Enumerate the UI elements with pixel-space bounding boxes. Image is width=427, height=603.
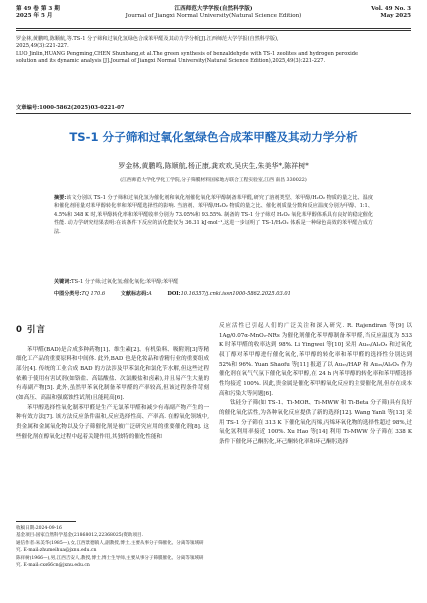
running-header — [16, 6, 411, 28]
doc-code-value: A — [148, 291, 152, 297]
footnote-author: 通信作者:朱美华(1985—),女,江西景德镇人,副教授,博士,主要从事分子筛催化、分离等领域研究. E-mail:zhumeihua@jxnu.edu.cn — [16, 540, 204, 554]
citation-line: 2025,49(3):221-227. — [16, 43, 69, 50]
section-heading: 0 引言 — [16, 325, 46, 335]
body-paragraph: 钛硅分子筛(如 TS-1、Ti-MOR、Ti-MWW 和 Ti-Beta 分子筛)具有良好的催化氧化活性,为各种氧化反应提供了新的选择[12]. Wang Yanli 等[13] 采用 TS-1 分子筛在 313 K 下催化氧化丙烯,丙烯环氧化物的选择性超过 98%,过氧化氢利用率接近 100%. Xu Hao 等[14] 利用 Ti-MWW 分子筛在 338 K 条件下催化环己酮肟化,环己酮转化率和环己酮肟选择 — [219, 400, 412, 445]
doi-value: 10.16357/j.cnki.issn1000-5862.2025.03.01 — [180, 291, 291, 297]
abstract-label: 摘要: — [54, 195, 67, 201]
article-number: 文章编号:1000-5862(2025)03-0221-07 — [16, 105, 125, 111]
header-date-cn: 2025 年 5 月 — [16, 13, 53, 19]
citation-line: 罗金林,黄鹏鸣,陈顺航,等.TS-1 分子筛和过氧化氢绿色合成苯甲醛及其动力学分析[J].江西师范大学学报(自然科学版), — [16, 36, 279, 42]
header-rule — [16, 28, 411, 29]
article-rule — [16, 113, 411, 114]
abstract-text: 该文分别以 TS-1 分子筛和过氧化氢为催化剂和氧化剂催化氧化苯甲醇制备苯甲醛,研究了溶剂类型、苯甲醇/H₂O₂ 物质的量之比、温度和催化剂用量对苯甲醇转化率和苯甲醛选择性的影响. 当溶剂、苯甲醇/H₂O₂ 物质的量之比、催化剂质量分数和反应温度分别为甲醇、1:1、4.5%和 348 K 时,苯甲醇转化率和苯甲醛收率分别为 73.05%和 93.55%. 制备的 TS-1 分子筛对 H₂O₂ 氧化苯甲醇体系具有良好的稳定催化性能. 动力学研究结果表明:在该条件下反应的活化能仅为 36.31 kJ·mol⁻¹,这进一步证明了 TS-1/H₂O₂ 体系是一种绿色高效的苯甲醛合成方法. — [54, 195, 374, 235]
citation-line: LUO Jinlin,HUANG Pengming,CHEN Shunhang,et al.The green synthesis of benzaldehyde with TS-1 zeolites and hydrogen peroxide — [16, 50, 359, 57]
body-paragraph: 反应活性已引起人们的广泛关注和深入研究. R. Rajendiran 等[9] 以 1Ag/0.07α-MnO₂-NRs 为催化剂催化苯甲醇制备苯甲醛,当反应温度为 533 K 时苯甲醛的收率达到 98%. Li Yingwei 等[10] 采用 Au₂₅/Al₂O₃ 和过氧化叔丁醇对苯甲醇进行催化氧化,苯甲醇的转化率和苯甲醛的选择性分别达到 52%和 96%. Yuan Shaofu 等[11] 报道了以 Au₂₅/HAP 和 Au₂₅/Al₂O₃ 作为催化剂在氧气气氛下催化氧化苯甲醇,在 24 h 内苯甲醇的转化率和苯甲醛选择性均接近 100%. 因此,贵金属是催化苯甲醇氧化反应的主要催化剂,但存在成本高和污染大等问题[6]. — [219, 323, 412, 397]
footnote-received: 收稿日期:2024-09-16 — [16, 526, 62, 531]
doc-code — [121, 291, 152, 297]
body-column-left — [16, 322, 209, 442]
abstract — [54, 194, 373, 236]
keywords-label: 关键词: — [54, 279, 72, 285]
doc-code-label: 文献标志码: — [120, 291, 149, 297]
affiliation: (江西师范大学化学化工学院,分子筛膜材料国家地方联合工程实验室,江西 南昌 330022) — [120, 178, 307, 183]
paper-title: TS-1 分子筛和过氧化氢绿色合成苯甲醛及其动力学分析 — [69, 130, 358, 144]
body-paragraph: 苯甲醇选择性氧化制苯甲醛是生产无氯苯甲醛和减少有毒副产物产生的一种有效方法[7]. 该方法反应条件温和,反应选择性高、产率高. 在醇氧化领域中,贵金属和金属氧化物以及分子筛催化剂是被广泛研究应用的重要催化剂[8]. 这些催化剂在醇氧化过程中起着关键作用,其独特的催化性能和 — [16, 404, 209, 440]
footnote-rule — [16, 521, 76, 522]
doi-label: DOI: — [167, 291, 181, 297]
doi — [167, 291, 290, 297]
journal-name-en: Journal of Jiangxi Normal University(Natural Science Edition) — [125, 13, 302, 19]
clc-label: 中图分类号: — [54, 291, 82, 297]
header-vol-en: Vol. 49 No. 3 — [371, 6, 411, 12]
author-list: 罗金林,黄鹏鸣,陈顺航,杨正康,龚欢欢,吴庆生,朱美华*,陈祥树* — [118, 162, 309, 170]
footnote-funding: 基金项目:国家自然科学基金(21868012,22368025)资助项目. — [16, 533, 144, 539]
clc-code — [54, 291, 105, 297]
keywords-text: TS-1 分子筛;过氧化氢;催化氧化;苯甲醇;苯甲醛 — [71, 279, 179, 285]
journal-name-cn: 江西师范大学学报(自然科学版) — [174, 6, 253, 12]
footnote-author: 陈祥树(1966—),男,江西吉安人,教授,博士,博士生导师,主要从事分子筛膜催化、分离等领域研究. E-mail:cxs66cn@jxnu.edu.cn — [16, 555, 204, 569]
footnotes — [16, 525, 209, 569]
classification-line — [54, 290, 373, 297]
body-column-right — [219, 322, 412, 448]
body-paragraph: 苯甲醛(BAD)是合成多种药物[1]、维生素[2]、有机染料、吸附剂[3]等精细化工产品的重要原料和中间体. 此外,BAD 也是化妆品和香精行业的重要组成部分[4]. 传统的工业合成 BAD 的方法涉及甲苯氯化和氯化苄水解,但这些过程依赖于使用有害试剂(如铬盐、高锰酸盐、次氯酸盐和卤素),并且易产生大量的有毒副产物[5]. 此外,虽然甲苯氧化制备苯甲醛的产率较高,但该过程条件苛刻(如高压、高温和强腐蚀性试剂)且能耗高[6]. — [16, 346, 209, 401]
header-date-en: May 2025 — [380, 13, 411, 19]
header-rule-2 — [16, 30, 411, 31]
keywords — [54, 278, 373, 285]
citation-line: solution and its dynamic analysis [J].Journal of Jiangxi Normal University(Natural Science Edition),2025,49(3):221-227. — [16, 57, 326, 64]
header-volume-issue: 第 49 卷 第 3 期 — [16, 6, 60, 12]
header-volume-en — [371, 6, 411, 20]
clc-value: TQ 170.6 — [81, 291, 106, 297]
citation-block — [16, 36, 411, 65]
header-journal — [16, 6, 411, 20]
